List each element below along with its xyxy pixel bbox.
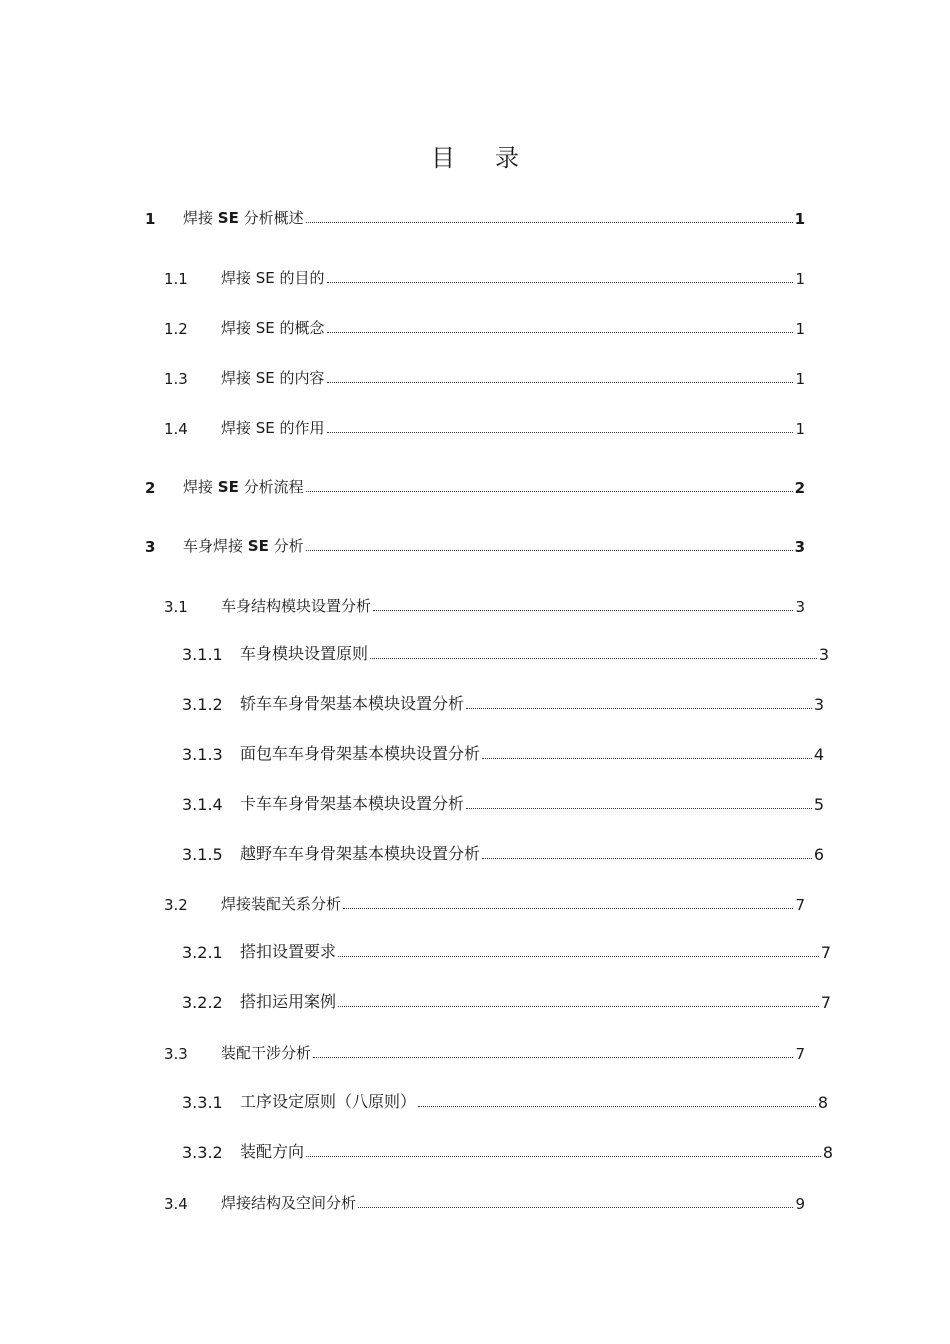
dot-leader bbox=[338, 956, 819, 957]
toc-entry-number: 3.4 bbox=[164, 1195, 188, 1213]
toc-entry-number: 1.3 bbox=[164, 370, 188, 388]
toc-entry-page: 7 bbox=[795, 896, 805, 914]
toc-entry[interactable] bbox=[145, 206, 805, 228]
toc-entry-page: 3 bbox=[818, 645, 829, 664]
dot-leader bbox=[338, 1006, 819, 1007]
toc-entry[interactable] bbox=[164, 594, 805, 616]
toc-entry-title: 焊接 SE 的内容 bbox=[221, 369, 325, 387]
toc-entry-number: 3.1.1 bbox=[182, 645, 223, 664]
toc-entry-page: 7 bbox=[820, 943, 831, 962]
toc-entry[interactable] bbox=[182, 1090, 828, 1112]
toc-entry-number: 1.2 bbox=[164, 320, 188, 338]
toc-entry-page: 1 bbox=[794, 210, 805, 228]
toc-entry-title: 焊接 SE 的目的 bbox=[221, 269, 325, 287]
toc-entry-number: 1 bbox=[145, 210, 156, 228]
dot-leader bbox=[313, 1057, 793, 1058]
toc-entry[interactable] bbox=[164, 266, 805, 288]
toc-entry[interactable] bbox=[182, 792, 824, 814]
toc-entry-page: 7 bbox=[820, 993, 831, 1012]
toc-entry-title: 装配方向 bbox=[240, 1142, 305, 1161]
dot-leader bbox=[358, 1207, 793, 1208]
toc-entry-title: 焊接 SE 的概念 bbox=[221, 319, 325, 337]
dot-leader bbox=[306, 550, 793, 551]
toc-entry-number: 1.1 bbox=[164, 270, 188, 288]
toc-entry-number: 3.2.2 bbox=[182, 993, 223, 1012]
toc-entry-page: 4 bbox=[813, 745, 824, 764]
dot-leader bbox=[482, 758, 812, 759]
toc-entry[interactable] bbox=[164, 416, 805, 438]
toc-entry[interactable] bbox=[182, 990, 831, 1012]
dot-leader bbox=[482, 858, 812, 859]
dot-leader bbox=[327, 382, 794, 383]
toc-entry-page: 5 bbox=[813, 795, 824, 814]
toc-entry-title: 焊接装配关系分析 bbox=[221, 895, 342, 913]
toc-entry-number: 3.3.2 bbox=[182, 1143, 223, 1162]
toc-entry-page: 1 bbox=[795, 320, 805, 338]
toc-entry-page: 8 bbox=[817, 1093, 828, 1112]
toc-entry[interactable] bbox=[164, 316, 805, 338]
toc-entry-number: 3.3 bbox=[164, 1045, 188, 1063]
toc-entry-title: 越野车车身骨架基本模块设置分析 bbox=[240, 844, 481, 863]
dot-leader bbox=[327, 332, 794, 333]
toc-entry-number: 3.1.3 bbox=[182, 745, 223, 764]
toc-entry-page: 6 bbox=[813, 845, 824, 864]
toc-entry-title: 焊接结构及空间分析 bbox=[221, 1194, 357, 1212]
toc-entry[interactable] bbox=[164, 366, 805, 388]
toc-entry[interactable] bbox=[164, 892, 805, 914]
dot-leader bbox=[343, 908, 793, 909]
dot-leader bbox=[418, 1106, 816, 1107]
toc-entry-title: 焊接 SE 分析流程 bbox=[183, 478, 304, 496]
toc-entry-page: 1 bbox=[795, 370, 805, 388]
dot-leader bbox=[327, 432, 794, 433]
toc-entry-number: 3.3.1 bbox=[182, 1093, 223, 1112]
toc-entry-page: 7 bbox=[795, 1045, 805, 1063]
toc-entry[interactable] bbox=[182, 692, 824, 714]
toc-title bbox=[0, 138, 950, 173]
toc-entry-title: 搭扣运用案例 bbox=[240, 992, 337, 1011]
toc-entry-page: 3 bbox=[795, 598, 805, 616]
toc-entry-number: 3.1.4 bbox=[182, 795, 223, 814]
toc-entry-title: 车身结构模块设置分析 bbox=[221, 597, 372, 615]
dot-leader bbox=[370, 658, 817, 659]
toc-entry-number: 3.2.1 bbox=[182, 943, 223, 962]
dot-leader bbox=[327, 282, 794, 283]
dot-leader bbox=[306, 222, 793, 223]
toc-entry-page: 1 bbox=[795, 420, 805, 438]
toc-entry-page: 2 bbox=[794, 479, 805, 497]
dot-leader bbox=[373, 610, 793, 611]
toc-entry-number: 3.1.5 bbox=[182, 845, 223, 864]
toc-entry-number: 3.2 bbox=[164, 896, 188, 914]
dot-leader bbox=[466, 808, 812, 809]
toc-entry-title: 车身焊接 SE 分析 bbox=[183, 537, 304, 555]
toc-entry[interactable] bbox=[182, 642, 829, 664]
toc-entry-page: 3 bbox=[813, 695, 824, 714]
toc-entry-number: 3 bbox=[145, 538, 156, 556]
toc-entry-title: 焊接 SE 分析概述 bbox=[183, 209, 304, 227]
toc-entry-number: 2 bbox=[145, 479, 156, 497]
toc-entry[interactable] bbox=[182, 842, 824, 864]
toc-entry[interactable] bbox=[182, 1140, 833, 1162]
toc-entry-page: 1 bbox=[795, 270, 805, 288]
toc-entry-page: 9 bbox=[795, 1195, 805, 1213]
toc-entry-number: 3.1 bbox=[164, 598, 188, 616]
dot-leader bbox=[466, 708, 812, 709]
dot-leader bbox=[306, 1156, 821, 1157]
toc-entry[interactable] bbox=[164, 1191, 805, 1213]
toc-entry[interactable] bbox=[182, 742, 824, 764]
toc-entry-title: 车身模块设置原则 bbox=[240, 644, 369, 663]
toc-entry-page: 3 bbox=[794, 538, 805, 556]
toc-entry[interactable] bbox=[164, 1041, 805, 1063]
toc-entry-title: 搭扣设置要求 bbox=[240, 942, 337, 961]
toc-title-char-2: 录 bbox=[495, 144, 519, 172]
toc-entry-title: 工序设定原则（八原则） bbox=[240, 1092, 417, 1111]
toc-entry-title: 轿车车身骨架基本模块设置分析 bbox=[240, 694, 465, 713]
toc-entry[interactable] bbox=[182, 940, 831, 962]
toc-title-char-1: 目 bbox=[431, 144, 455, 172]
dot-leader bbox=[306, 491, 793, 492]
toc-entry-number: 1.4 bbox=[164, 420, 188, 438]
toc-entry-title: 卡车车身骨架基本模块设置分析 bbox=[240, 794, 465, 813]
toc-entry[interactable] bbox=[145, 534, 805, 556]
toc-entry-title: 装配干涉分析 bbox=[221, 1044, 312, 1062]
toc-entry-number: 3.1.2 bbox=[182, 695, 223, 714]
toc-entry-title: 焊接 SE 的作用 bbox=[221, 419, 325, 437]
toc-entry-title: 面包车车身骨架基本模块设置分析 bbox=[240, 744, 481, 763]
toc-entry-page: 8 bbox=[822, 1143, 833, 1162]
toc-entry[interactable] bbox=[145, 475, 805, 497]
